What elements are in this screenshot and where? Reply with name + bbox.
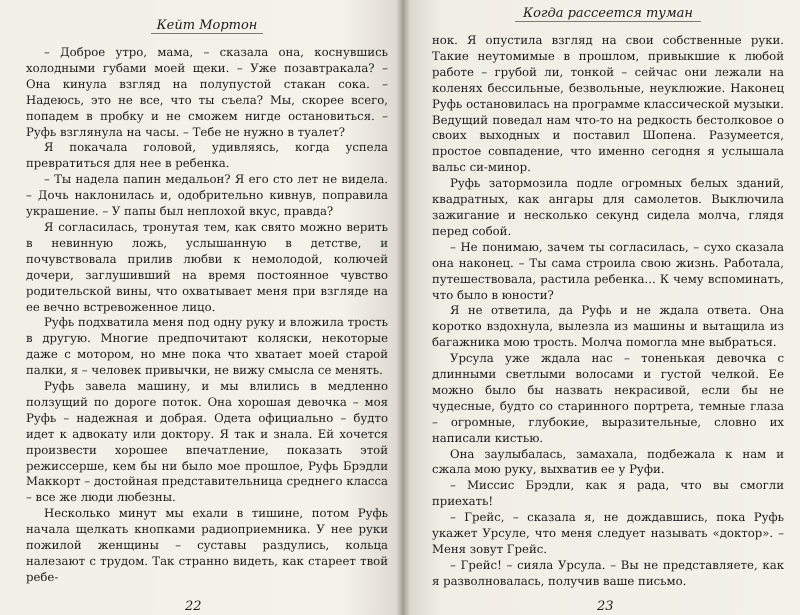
paragraph: Несколько минут мы ехали в тишине, потом Руфь начала щелкать кнопками радиоприемника. У нее руки пожилой женщины – суставы раздулись, кольца налезают с трудом. Так странно видеть, как стареет твой ребе- bbox=[26, 506, 388, 584]
paragraph: – Ты надела папин медальон? Я его сто лет не видела. – Дочь наклонилась и, одобрительно кивнув, поправила украшение. – У папы был неплохой вкус, правда? bbox=[26, 172, 388, 219]
paragraph: Руфь подхватила меня под одну руку и вложила трость в другую. Многие предпочитают коляски, некоторые даже с мотором, но мне пока что хватает моей старой палки, я – человек привычки, не вижу смысла се менять. bbox=[26, 315, 388, 378]
paragraph: нок. Я опустила взгляд на свои собственные руки. Такие неутомимые в прошлом, привыкшие к любой работе – грубой ли, тонкой – сейчас они лежали на коленях бессильные, безвольные, неуклюжие. Наконец Руфь остановилась на программе классической музыки. Ведущий поведал нам что-то на редкость бестолковое о своих выходных и поставил Шопена. Разумеется, простое совпадение, что именно сегодня я услышала вальс си-минор. bbox=[432, 33, 784, 175]
paragraph: – Грейс, – сказала я, не дождавшись, пока Руфь укажет Урсуле, что меня следует называть «доктор». – Меня зовут Грейс. bbox=[432, 510, 784, 556]
paragraph: Руфь завела машину, и мы влились в медленно ползущий по дороге поток. Она хорошая девочка – моя Руфь – надежная и добрая. Одета официально – будто идет к адвокату или доктору. Я так и знала. Ей хочется произвести хорошее впечатление, показать этой режиссерше, кем бы ни было мое прошлое, Руфь Брэдли Маккорт – достойная представительница среднего класса – все же люди любезны. bbox=[26, 379, 388, 505]
running-header-left bbox=[26, 18, 388, 35]
right-page bbox=[402, 0, 800, 615]
paragraph: – Доброе утро, мама, – сказала она, коснувшись холодными губами моей щеки. – Уже позавтракала? – Она кинула взгляд на полупустой стакан сока. – Надеюсь, это не все, что ты съела? Мы, скорее всего, попадем в пробку и не сможем нигде остановиться. – Руфь взглянула на часы. – Тебе не нужно в туалет? bbox=[26, 45, 388, 139]
page-number-right: 23 bbox=[597, 599, 614, 614]
paragraph: Я не ответила, да Руфь и не ждала ответа. Она коротко вздохнула, вылезла из машины и вытащила из багажника мою трость. Молча помогла мне выбраться. bbox=[432, 303, 784, 350]
book-gutter bbox=[396, 0, 410, 615]
paragraph: Я покачала головой, удивляясь, когда успела превратиться для нее в ребенка. bbox=[26, 140, 388, 171]
paragraph: Руфь затормозила подле огромных белых зданий, квадратных, как ангары для самолетов. Выключила зажигание и несколько секунд сидела молча, глядя перед собой. bbox=[432, 176, 784, 238]
author-name: Кейт Мортон bbox=[151, 18, 264, 34]
paragraph: – Не понимаю, зачем ты согласилась, – сухо сказала она наконец. – Ты сама строила свою жизнь. Работала, путешествовала, растила ребенка... К чему вспоминать, что было в юности? bbox=[432, 239, 784, 302]
paragraph: – Грейс! – сияла Урсула. – Вы не представляете, как я разволновалась, получив ваше письмо. bbox=[432, 557, 784, 588]
paragraph: – Миссис Брэдли, как я рада, что вы смогли приехать! bbox=[432, 478, 784, 509]
paragraph: Урсула уже ждала нас – тоненькая девочка с длинными светлыми волосами и густой челкой. Ее можно было бы назвать некрасивой, если бы не чудесные, будто со старинного портрета, темные глаза – огромные, глубокие, выразительные, словно их написали кистью. bbox=[432, 351, 784, 445]
paragraph: Я согласилась, тронутая тем, как свято можно верить в невинную ложь, услышанную в детстве, и почувствовала прилив любви к немолодой, колючей дочери, заглушивший на время постоянное чувство родительской вины, что охватывает меня при взгляде на ее вечно встревоженное лицо. bbox=[26, 219, 388, 314]
book-title: Когда рассеется туман bbox=[515, 6, 701, 22]
paragraph: Она заулыбалась, замахала, подбежала к нам и сжала мою руку, выхватив ее у Руфи. bbox=[432, 446, 784, 477]
right-page-body bbox=[432, 33, 784, 590]
left-page-body bbox=[26, 45, 388, 586]
running-header-right bbox=[432, 6, 784, 23]
page-number-left: 22 bbox=[185, 599, 202, 614]
